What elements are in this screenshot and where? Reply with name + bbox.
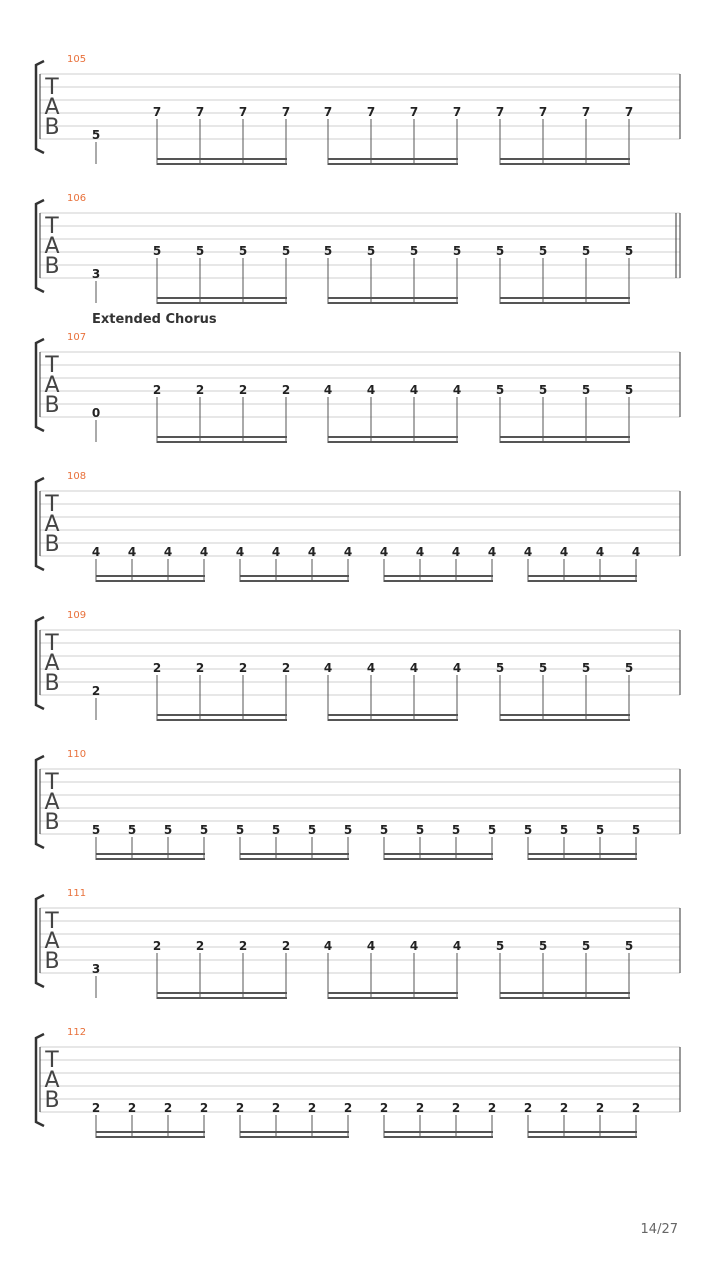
fret-number: 5	[307, 823, 317, 837]
fret-number: 2	[487, 1101, 497, 1115]
fret-number: 5	[452, 244, 462, 258]
beam	[328, 158, 458, 160]
fret-number: 5	[538, 383, 548, 397]
fret-number: 2	[163, 1101, 173, 1115]
measure-number: 108	[67, 471, 87, 482]
fret-number: 2	[238, 383, 248, 397]
tab-clef-letter: B	[44, 532, 60, 557]
fret-number: 4	[307, 545, 317, 559]
fret-number: 2	[238, 939, 248, 953]
tab-clef-letter: B	[44, 671, 60, 696]
beam	[384, 858, 493, 860]
beam	[157, 714, 287, 716]
tab-clef-letter: B	[44, 254, 60, 279]
fret-number: 5	[409, 244, 419, 258]
beam	[240, 575, 349, 577]
fret-number: 4	[452, 661, 462, 675]
beam	[384, 1131, 493, 1133]
fret-number: 7	[538, 105, 548, 119]
fret-number: 2	[523, 1101, 533, 1115]
fret-number: 5	[271, 823, 281, 837]
beam	[328, 297, 458, 299]
beam	[157, 158, 287, 160]
tab-clef-letter: T	[45, 492, 59, 517]
beam	[240, 853, 349, 855]
fret-number: 4	[409, 661, 419, 675]
fret-number: 5	[581, 244, 591, 258]
beam	[240, 858, 349, 860]
fret-number: 5	[538, 661, 548, 675]
beam	[240, 1131, 349, 1133]
beam	[384, 853, 493, 855]
tab-system	[36, 749, 680, 860]
beam	[500, 302, 630, 304]
tab-clef-letter: T	[45, 1048, 59, 1073]
tab-clef-letter: A	[44, 373, 60, 398]
fret-number: 5	[495, 939, 505, 953]
fret-number: 2	[559, 1101, 569, 1115]
beam	[328, 992, 458, 994]
fret-number: 2	[238, 661, 248, 675]
beam	[500, 719, 630, 721]
fret-number: 4	[91, 545, 101, 559]
fret-number: 7	[238, 105, 248, 119]
fret-number: 0	[91, 406, 101, 420]
beam	[500, 297, 630, 299]
fret-number: 5	[487, 823, 497, 837]
fret-number: 5	[91, 128, 101, 142]
fret-number: 4	[559, 545, 569, 559]
fret-number: 2	[199, 1101, 209, 1115]
tab-clef-letter: T	[45, 353, 59, 378]
beam	[328, 714, 458, 716]
tab-clef-letter: B	[44, 393, 60, 418]
fret-number: 4	[235, 545, 245, 559]
fret-number: 4	[366, 661, 376, 675]
fret-number: 5	[624, 939, 634, 953]
tab-clef-letter: A	[44, 512, 60, 537]
fret-number: 7	[495, 105, 505, 119]
fret-number: 2	[281, 939, 291, 953]
beam	[528, 1136, 637, 1138]
fret-number: 2	[235, 1101, 245, 1115]
beam	[157, 163, 287, 165]
fret-number: 5	[581, 383, 591, 397]
fret-number: 4	[452, 383, 462, 397]
beam	[240, 1136, 349, 1138]
fret-number: 4	[163, 545, 173, 559]
fret-number: 3	[91, 962, 101, 976]
fret-number: 4	[323, 939, 333, 953]
tab-system	[36, 312, 680, 443]
tab-clef-letter: A	[44, 651, 60, 676]
beam	[528, 858, 637, 860]
beam	[157, 997, 287, 999]
fret-number: 2	[271, 1101, 281, 1115]
beam	[500, 158, 630, 160]
beam	[384, 575, 493, 577]
fret-number: 5	[495, 383, 505, 397]
fret-number: 2	[195, 383, 205, 397]
fret-number: 5	[199, 823, 209, 837]
fret-number: 7	[581, 105, 591, 119]
fret-number: 5	[163, 823, 173, 837]
fret-number: 2	[631, 1101, 641, 1115]
fret-number: 4	[409, 939, 419, 953]
fret-number: 4	[452, 939, 462, 953]
section-label: Extended Chorus	[92, 312, 217, 327]
fret-number: 2	[152, 661, 162, 675]
beam	[96, 858, 205, 860]
tab-clef-letter: T	[45, 214, 59, 239]
fret-number: 2	[91, 684, 101, 698]
beam	[240, 580, 349, 582]
tab-clef-letter: T	[45, 631, 59, 656]
measure-number: 107	[67, 332, 87, 343]
tab-system	[36, 888, 680, 999]
tab-clef-letter: A	[44, 95, 60, 120]
fret-number: 2	[451, 1101, 461, 1115]
beam	[96, 580, 205, 582]
fret-number: 2	[281, 383, 291, 397]
beam	[328, 163, 458, 165]
tab-clef-letter: B	[44, 949, 60, 974]
fret-number: 5	[415, 823, 425, 837]
fret-number: 2	[152, 939, 162, 953]
measure-number: 112	[67, 1027, 87, 1038]
beam	[500, 992, 630, 994]
measure-number: 106	[67, 193, 87, 204]
fret-number: 5	[127, 823, 137, 837]
fret-number: 5	[624, 244, 634, 258]
tab-clef-letter: A	[44, 234, 60, 259]
tab-clef-letter: T	[45, 909, 59, 934]
fret-number: 2	[595, 1101, 605, 1115]
beam	[157, 436, 287, 438]
fret-number: 5	[624, 383, 634, 397]
beam	[328, 436, 458, 438]
beam	[157, 992, 287, 994]
fret-number: 5	[538, 939, 548, 953]
fret-number: 4	[366, 383, 376, 397]
beam	[328, 302, 458, 304]
fret-number: 5	[581, 939, 591, 953]
tab-system	[36, 471, 680, 582]
fret-number: 5	[235, 823, 245, 837]
fret-number: 4	[631, 545, 641, 559]
tab-clef-letter: A	[44, 1068, 60, 1093]
fret-number: 5	[559, 823, 569, 837]
tab-clef-letter: A	[44, 929, 60, 954]
tab-clef-letter: T	[45, 770, 59, 795]
fret-number: 4	[323, 661, 333, 675]
fret-number: 5	[195, 244, 205, 258]
fret-number: 7	[409, 105, 419, 119]
tab-clef-letter: B	[44, 115, 60, 140]
measure-number: 110	[67, 749, 87, 760]
tab-clef-letter: B	[44, 810, 60, 835]
fret-number: 4	[487, 545, 497, 559]
tab-clef-letter: B	[44, 1088, 60, 1113]
fret-number: 4	[323, 383, 333, 397]
tab-clef-letter: T	[45, 75, 59, 100]
fret-number: 7	[281, 105, 291, 119]
fret-number: 7	[624, 105, 634, 119]
beam	[96, 853, 205, 855]
fret-number: 2	[307, 1101, 317, 1115]
page-number: 14/27	[640, 1222, 678, 1237]
fret-number: 5	[624, 661, 634, 675]
fret-number: 4	[523, 545, 533, 559]
fret-number: 7	[452, 105, 462, 119]
fret-number: 5	[523, 823, 533, 837]
beam	[500, 441, 630, 443]
beam	[500, 436, 630, 438]
beam	[528, 580, 637, 582]
fret-number: 4	[415, 545, 425, 559]
fret-number: 5	[595, 823, 605, 837]
tab-system	[36, 1027, 680, 1138]
fret-number: 5	[631, 823, 641, 837]
fret-number: 2	[415, 1101, 425, 1115]
fret-number: 5	[495, 661, 505, 675]
beam	[384, 580, 493, 582]
beam	[384, 1136, 493, 1138]
fret-number: 7	[195, 105, 205, 119]
fret-number: 2	[195, 661, 205, 675]
fret-number: 4	[409, 383, 419, 397]
fret-number: 3	[91, 267, 101, 281]
beam	[328, 719, 458, 721]
beam	[528, 1131, 637, 1133]
fret-number: 5	[91, 823, 101, 837]
beam	[328, 441, 458, 443]
measure-number: 109	[67, 610, 87, 621]
tab-system	[36, 54, 680, 165]
fret-number: 4	[451, 545, 461, 559]
beam	[96, 575, 205, 577]
beam	[96, 1136, 205, 1138]
beam	[500, 714, 630, 716]
tab-clef-letter: A	[44, 790, 60, 815]
fret-number: 7	[152, 105, 162, 119]
fret-number: 2	[195, 939, 205, 953]
fret-number: 5	[581, 661, 591, 675]
fret-number: 5	[238, 244, 248, 258]
fret-number: 2	[281, 661, 291, 675]
fret-number: 5	[281, 244, 291, 258]
fret-number: 4	[271, 545, 281, 559]
fret-number: 2	[379, 1101, 389, 1115]
fret-number: 5	[366, 244, 376, 258]
beam	[528, 575, 637, 577]
measure-number: 111	[67, 888, 87, 899]
beam	[528, 853, 637, 855]
beam	[157, 719, 287, 721]
fret-number: 5	[538, 244, 548, 258]
fret-number: 5	[152, 244, 162, 258]
fret-number: 2	[91, 1101, 101, 1115]
fret-number: 4	[343, 545, 353, 559]
fret-number: 2	[127, 1101, 137, 1115]
fret-number: 5	[495, 244, 505, 258]
measure-number: 105	[67, 54, 87, 65]
fret-number: 2	[152, 383, 162, 397]
fret-number: 7	[366, 105, 376, 119]
fret-number: 4	[127, 545, 137, 559]
fret-number: 4	[379, 545, 389, 559]
fret-number: 7	[323, 105, 333, 119]
fret-number: 5	[451, 823, 461, 837]
tab-system	[36, 193, 680, 304]
tab-system	[36, 610, 680, 721]
beam	[500, 997, 630, 999]
fret-number: 5	[323, 244, 333, 258]
beam	[328, 997, 458, 999]
beam	[157, 297, 287, 299]
beam	[157, 302, 287, 304]
beam	[500, 163, 630, 165]
beam	[157, 441, 287, 443]
fret-number: 4	[199, 545, 209, 559]
fret-number: 2	[343, 1101, 353, 1115]
fret-number: 4	[366, 939, 376, 953]
fret-number: 4	[595, 545, 605, 559]
beam	[96, 1131, 205, 1133]
fret-number: 5	[343, 823, 353, 837]
fret-number: 5	[379, 823, 389, 837]
